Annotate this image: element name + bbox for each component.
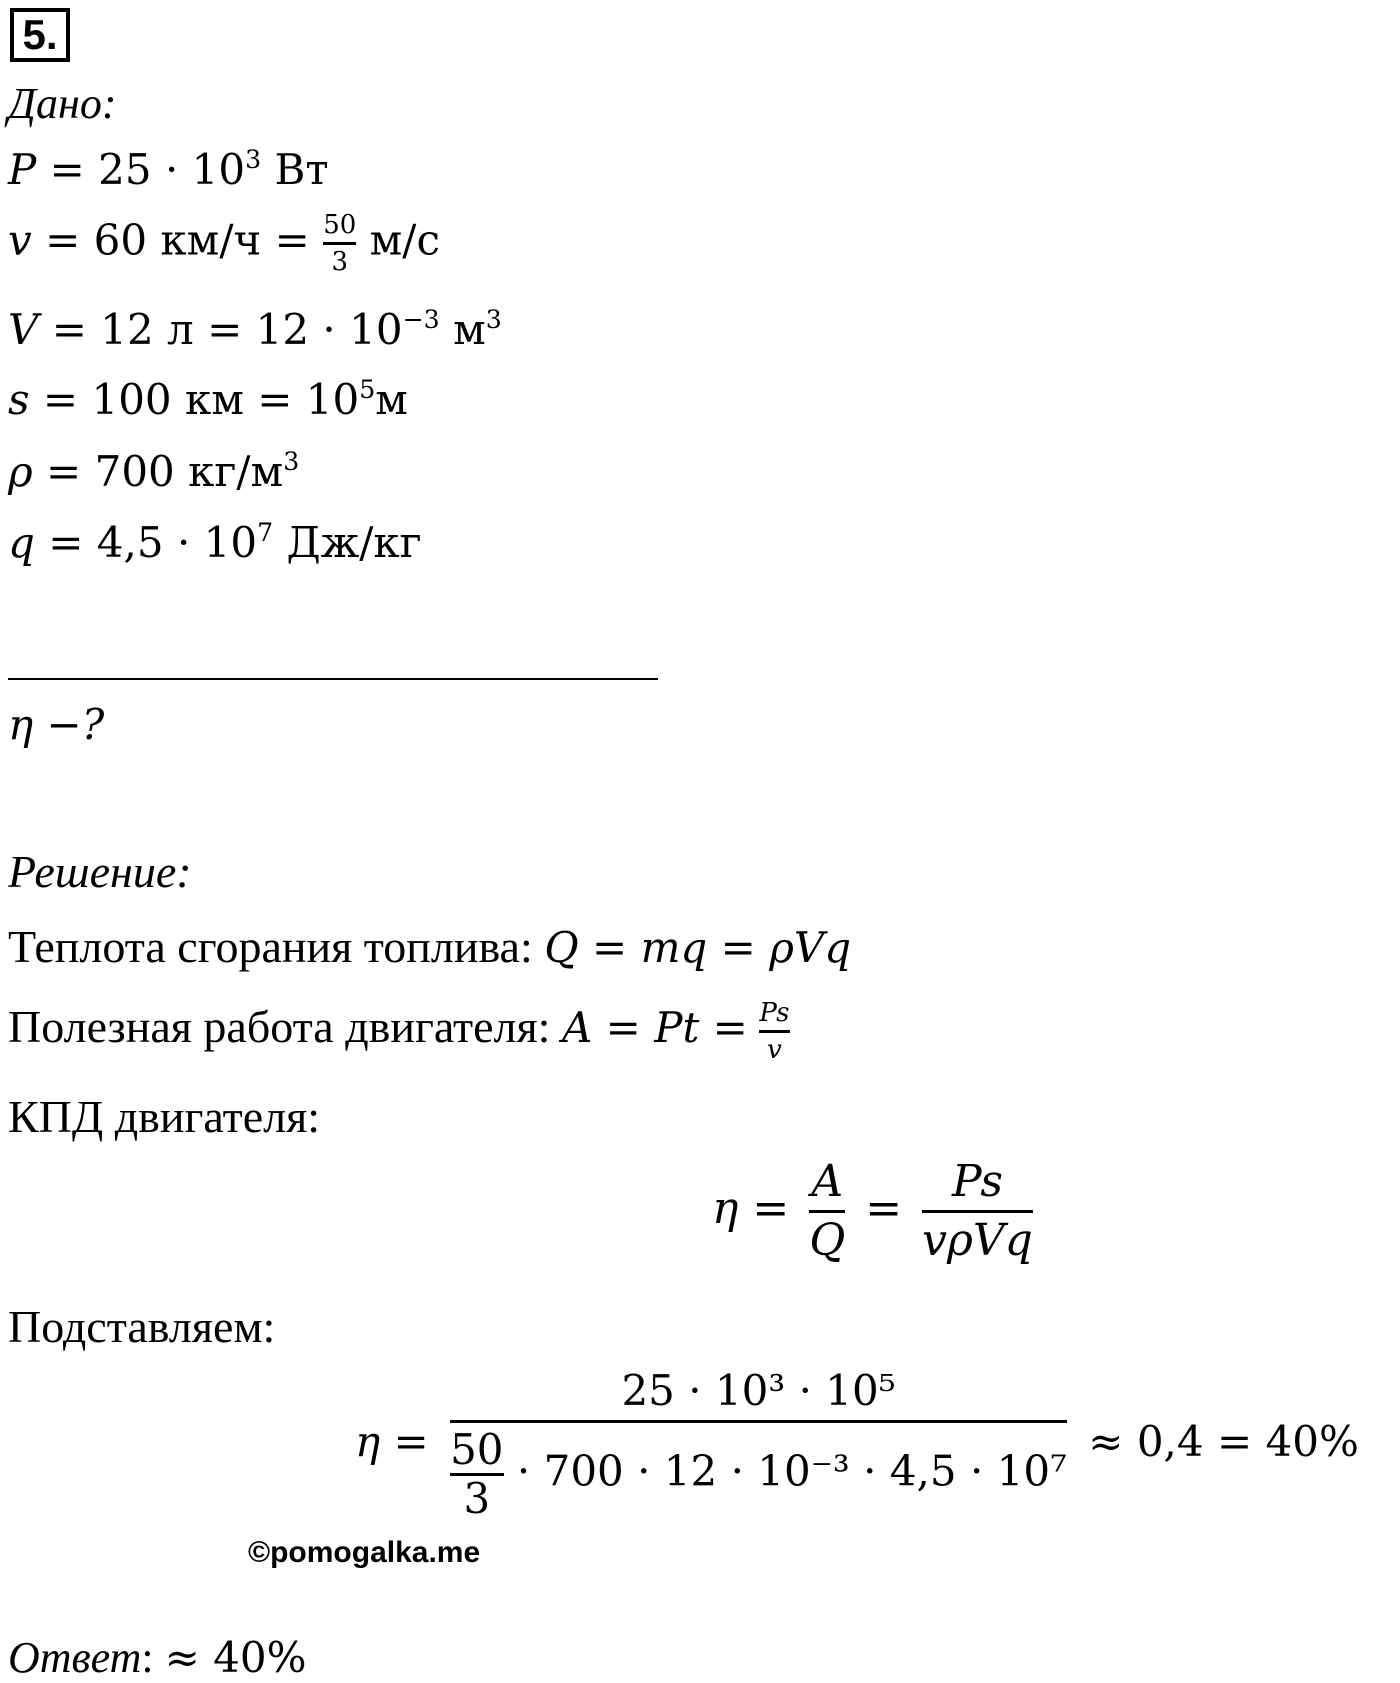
- work-fraction: $\frac{Ps}{v}$: [759, 998, 790, 1065]
- efficiency-label: КПД двигателя:: [8, 1091, 321, 1142]
- given-heading: Дано:: [8, 79, 117, 128]
- speed-fraction: $\frac{50}{3}$: [323, 210, 357, 277]
- heat-line: Теплота сгорания топлива: Q = mq = ρVq: [8, 921, 852, 972]
- given-volume: V = 12 $л = 12 \cdot 10^{-3}$ $м^3$: [8, 304, 502, 354]
- given-distance: s = 100 км = $10^5м$: [8, 374, 408, 424]
- watermark: ©pomogalka.me: [248, 1536, 481, 1569]
- given-density: ρ = 700 $кг/м^3$: [8, 446, 300, 496]
- task-number-box: 5.: [10, 8, 70, 62]
- given-heat: $q = 4,5 \cdot 10^7$ Дж/кг: [8, 517, 422, 567]
- efficiency-formula: η = $\frac{A}{Q}$ = $\frac{Ps}{\text{vρVq}}$: [712, 1156, 1033, 1266]
- solution-heading: Решение:: [8, 846, 192, 897]
- given-divider: [8, 678, 658, 680]
- work-line: Полезная работа двигателя: A = Pt = $\frac{Ps}{v}$: [8, 998, 790, 1065]
- given-power: $P = 25 \cdot 10^3$ Вт: [8, 144, 329, 194]
- substitution-formula: η = 25 · 10³ · 10⁵ $\frac{50}{3}$ · 700 · 12 · 10⁻³ · 4,5 · 10⁷ ≈ 0,4 = 40%: [355, 1366, 1359, 1523]
- answer-line: Ответ: ≈ 40%: [8, 1633, 307, 1682]
- given-find: η −?: [8, 700, 105, 749]
- substitute-label: Подставляем:: [8, 1301, 276, 1352]
- given-speed: v = 60 км/ч = $\frac{50}{3}$ м/с: [8, 210, 440, 277]
